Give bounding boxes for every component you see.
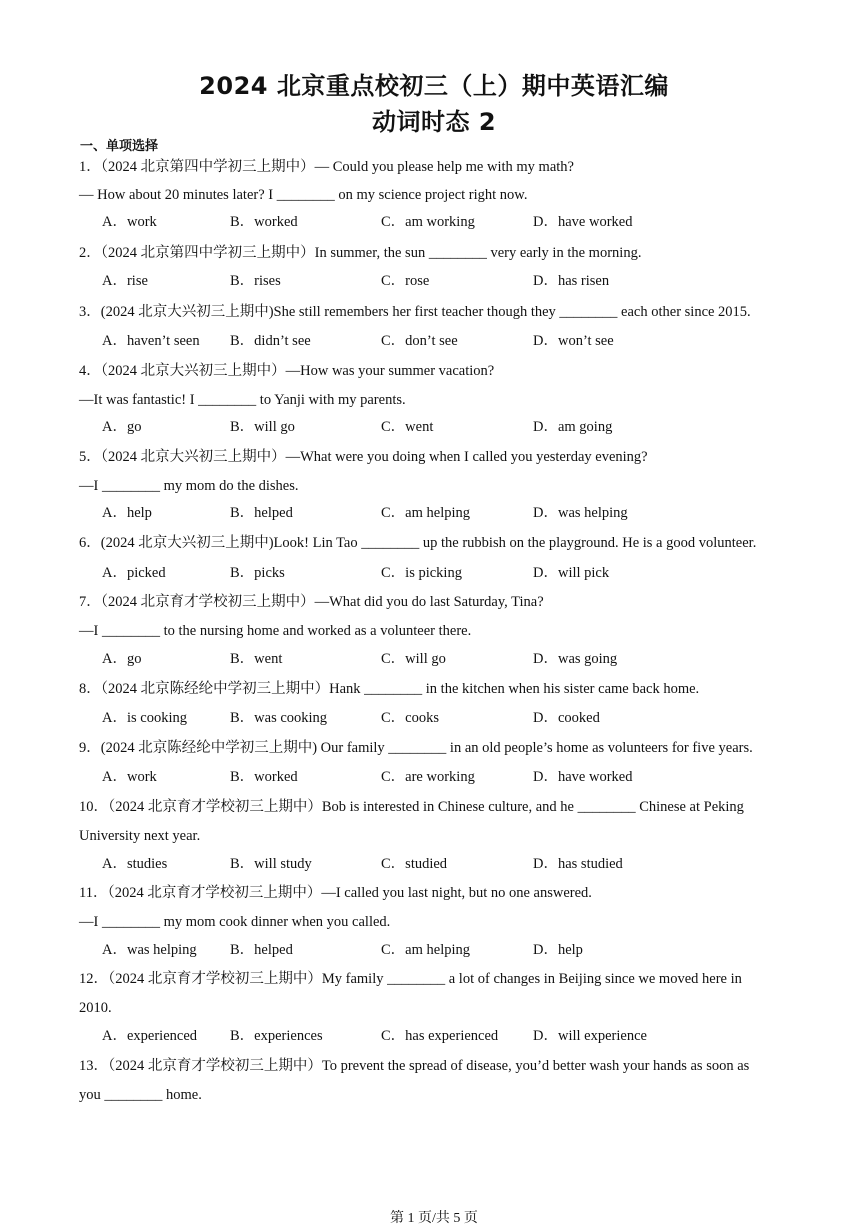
answer-option-c: C．is picking bbox=[381, 565, 462, 581]
answer-option-d: D．won’t see bbox=[533, 333, 614, 349]
question-stem: 9．(2024 北京陈经纶中学初三上期中) Our family ________ in an old people’s home as volunteers for five years. bbox=[79, 740, 753, 756]
answer-option-c: C．studied bbox=[381, 856, 448, 872]
answer-option-d: D．was going bbox=[533, 651, 618, 667]
answer-option-a: A．was helping bbox=[102, 942, 197, 958]
answer-option-b: B．didn’t see bbox=[230, 333, 311, 349]
question-stem: 11．（2024 北京育才学校初三上期中）—I called you last night, but no one answered. bbox=[79, 885, 592, 901]
question-stem-continued: — How about 20 minutes later? I ________ on my science project right now. bbox=[79, 187, 528, 203]
answer-option-b: B．went bbox=[230, 651, 283, 667]
answer-option-a: A．work bbox=[102, 769, 157, 785]
answer-option-a: A．rise bbox=[102, 273, 148, 289]
answer-option-a: A．go bbox=[102, 651, 142, 667]
answer-option-b: B．was cooking bbox=[230, 710, 328, 726]
question-stem: 13．（2024 北京育才学校初三上期中）To prevent the spread of disease, you’d better wash your hands as soon as bbox=[79, 1058, 750, 1074]
question-stem-continued: —I ________ my mom do the dishes. bbox=[79, 478, 299, 494]
answer-option-a: A．picked bbox=[102, 565, 166, 581]
answer-option-c: C．am helping bbox=[381, 942, 471, 958]
answer-option-a: A．help bbox=[102, 505, 152, 521]
question-stem: 8．（2024 北京陈经纶中学初三上期中）Hank ________ in the kitchen when his sister came back home. bbox=[79, 681, 700, 697]
question-stem: 2．（2024 北京第四中学初三上期中）In summer, the sun ________ very early in the morning. bbox=[79, 245, 642, 261]
answer-option-a: A．experienced bbox=[102, 1028, 198, 1044]
answer-option-a: A．work bbox=[102, 214, 157, 230]
answer-option-d: D．have worked bbox=[533, 214, 633, 230]
answer-option-c: C．went bbox=[381, 419, 434, 435]
answer-option-c: C．am working bbox=[381, 214, 475, 230]
question-stem: 5．（2024 北京大兴初三上期中）—What were you doing when I called you yesterday evening? bbox=[79, 449, 648, 465]
answer-option-c: C．will go bbox=[381, 651, 446, 667]
answer-option-d: D．cooked bbox=[533, 710, 600, 726]
question-stem: 10．（2024 北京育才学校初三上期中）Bob is interested in Chinese culture, and he ________ Chinese at Peking bbox=[79, 799, 744, 815]
page-footer: 第 1 页/共 5 页 bbox=[390, 1211, 478, 1226]
question-stem: 1．（2024 北京第四中学初三上期中）— Could you please help me with my math? bbox=[79, 159, 574, 175]
answer-option-d: D．has risen bbox=[533, 273, 610, 289]
answer-option-a: A．studies bbox=[102, 856, 168, 872]
question-stem-continued: University next year. bbox=[79, 828, 201, 844]
answer-option-d: D．was helping bbox=[533, 505, 628, 521]
answer-option-a: A．haven’t seen bbox=[102, 333, 200, 349]
answer-option-c: C．are working bbox=[381, 769, 475, 785]
question-stem: 12．（2024 北京育才学校初三上期中）My family ________ a lot of changes in Beijing since we moved here in bbox=[79, 971, 742, 987]
answer-option-d: D．will experience bbox=[533, 1028, 647, 1044]
answer-option-c: C．rose bbox=[381, 273, 430, 289]
answer-option-b: B．picks bbox=[230, 565, 285, 581]
question-stem-continued: 2010. bbox=[79, 1000, 112, 1016]
answer-option-d: D．help bbox=[533, 942, 583, 958]
answer-option-d: D．am going bbox=[533, 419, 613, 435]
answer-option-a: A．is cooking bbox=[102, 710, 187, 726]
answer-option-c: C．has experienced bbox=[381, 1028, 499, 1044]
answer-option-b: B．worked bbox=[230, 769, 298, 785]
answer-option-d: D．have worked bbox=[533, 769, 633, 785]
answer-option-b: B．will go bbox=[230, 419, 295, 435]
answer-option-c: C．am helping bbox=[381, 505, 471, 521]
answer-option-d: D．has studied bbox=[533, 856, 623, 872]
answer-option-b: B．experiences bbox=[230, 1028, 323, 1044]
question-stem-continued: —I ________ my mom cook dinner when you called. bbox=[79, 914, 391, 930]
section-heading: 一、单项选择 bbox=[80, 139, 159, 154]
answer-option-c: C．don’t see bbox=[381, 333, 458, 349]
answer-option-b: B．rises bbox=[230, 273, 281, 289]
question-stem: 7．（2024 北京育才学校初三上期中）—What did you do last Saturday, Tina? bbox=[79, 594, 544, 610]
question-stem-continued: you ________ home. bbox=[79, 1087, 202, 1103]
document-subtitle: 动词时态 2 bbox=[371, 108, 497, 136]
question-stem-continued: —I ________ to the nursing home and worked as a volunteer there. bbox=[79, 623, 472, 639]
question-stem: 4．（2024 北京大兴初三上期中）—How was your summer vacation? bbox=[79, 363, 495, 379]
answer-option-b: B．will study bbox=[230, 856, 312, 872]
document-title: 2024 北京重点校初三（上）期中英语汇编 bbox=[199, 72, 669, 100]
question-stem-continued: —It was fantastic! I ________ to Yanji with my parents. bbox=[79, 392, 406, 408]
question-stem: 3．(2024 北京大兴初三上期中)She still remembers her first teacher though they ________ each other since 2015. bbox=[79, 304, 751, 320]
answer-option-b: B．worked bbox=[230, 214, 298, 230]
answer-option-c: C．cooks bbox=[381, 710, 439, 726]
answer-option-d: D．will pick bbox=[533, 565, 610, 581]
answer-option-b: B．helped bbox=[230, 942, 293, 958]
answer-option-b: B．helped bbox=[230, 505, 293, 521]
answer-option-a: A．go bbox=[102, 419, 142, 435]
question-stem: 6．(2024 北京大兴初三上期中)Look! Lin Tao ________ up the rubbish on the playground. He is a good volunteer. bbox=[79, 535, 757, 551]
